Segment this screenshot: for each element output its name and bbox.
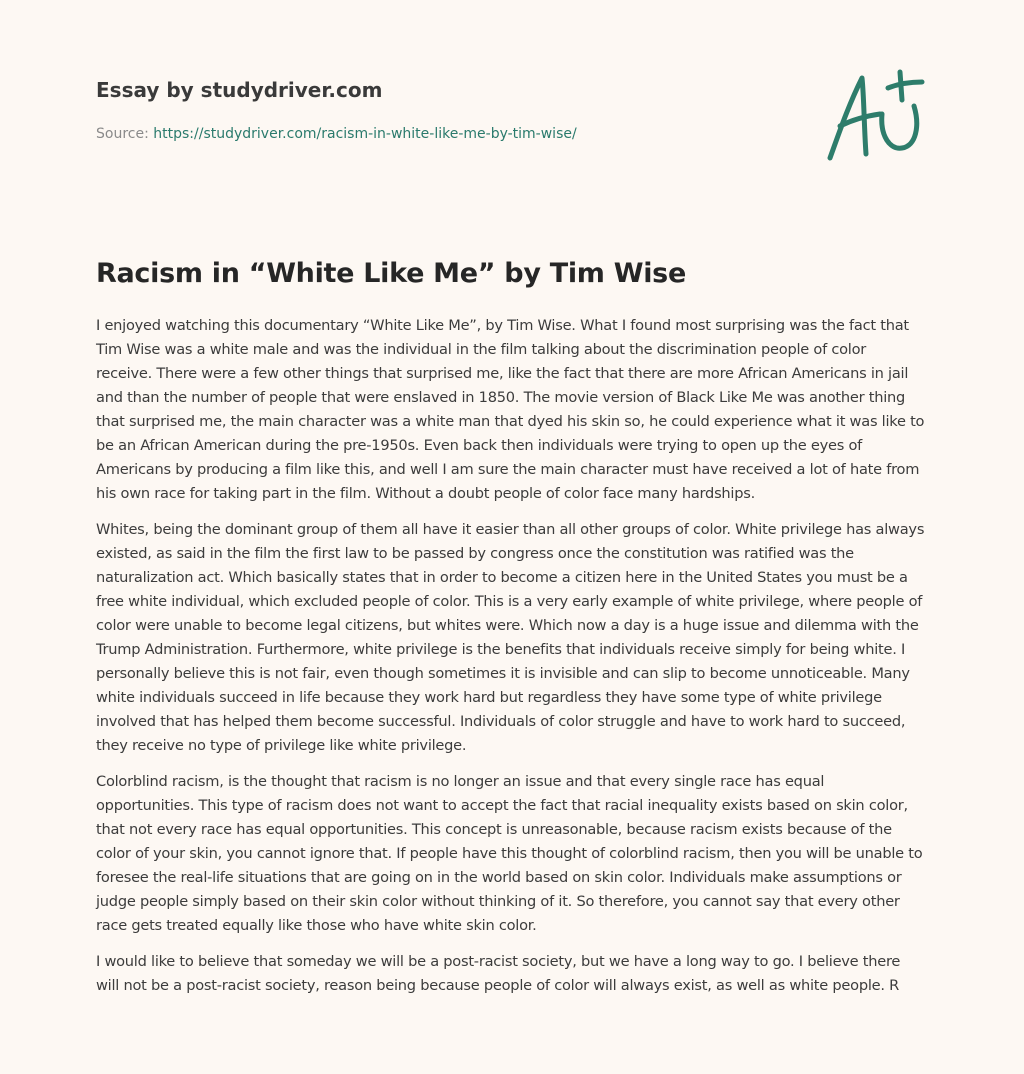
source-label: Source:: [96, 126, 149, 142]
source-line: [96, 124, 577, 144]
essay-paragraph: I enjoyed watching this documentary “White Like Me”, by Tim Wise. What I found most surprising was the fact that Tim Wise was a white male and was the individual in the film talking about the discrimination people of color receive. There were a few other things that surprised me, like the fact that there are more African Americans in jail and than the number of people that were enslaved in 1850. The movie version of Black Like Me was another thing that surprised me, the main character was a white man that dyed his skin so, he could experience what it was like to be an African American during the pre-1950s. Even back then individuals were trying to open up the eyes of Americans by producing a film like this, and well I am sure the main character must have received a lot of hate from his own race for taking part in the film. Without a doubt people of color face many hardships.: [96, 317, 925, 502]
a-plus-grade-icon: [818, 66, 930, 168]
essay-paragraph: Whites, being the dominant group of them all have it easier than all other groups of color. White privilege has always existed, as said in the film the first law to be passed by congress once the constitution was ratified was the naturalization act. Which basically states that in order to become a citizen here in the United States you must be a free white individual, which excluded people of color. This is a very early example of white privilege, where people of color were unable to become legal citizens, but whites were. Which now a day is a huge issue and dilemma with the Trump Administration. Furthermore, white privilege is the benefits that individuals receive simply for being white. I personally believe this is not fair, even though sometimes it is invisible and can slip to become unnoticeable. Many white individuals succeed in life because they work hard but regardless they have some type of white privilege involved that has helped them become successful. Individuals of color struggle and have to work hard to succeed, they receive no type of privilege like white privilege.: [96, 521, 925, 754]
essay-paragraph: Colorblind racism, is the thought that racism is no longer an issue and that every single race has equal opportunities. This type of racism does not want to accept the fact that racial inequality exists based on skin color, that not every race has equal opportunities. This concept is unreasonable, because racism exists because of the color of your skin, you cannot ignore that. If people have this thought of colorblind racism, then you will be unable to foresee the real-life situations that are going on in the world based on skin color. Individuals make assumptions or judge people simply based on their skin color without thinking of it. So therefore, you cannot say that every other race gets treated equally like those who have white skin color.: [96, 773, 923, 934]
essay-body: [96, 314, 926, 1010]
site-title: Essay by studydriver.com: [96, 78, 383, 102]
essay-title: Racism in “White Like Me” by Tim Wise: [96, 258, 686, 289]
essay-paragraph: I would like to believe that someday we will be a post-racist society, but we have a long way to go. I believe there will not be a post-racist society, reason being because people of color will always exist, as well as white people. R: [96, 953, 901, 994]
page-header: [96, 76, 577, 144]
source-link[interactable]: https://studydriver.com/racism-in-white-like-me-by-tim-wise/: [153, 126, 577, 142]
